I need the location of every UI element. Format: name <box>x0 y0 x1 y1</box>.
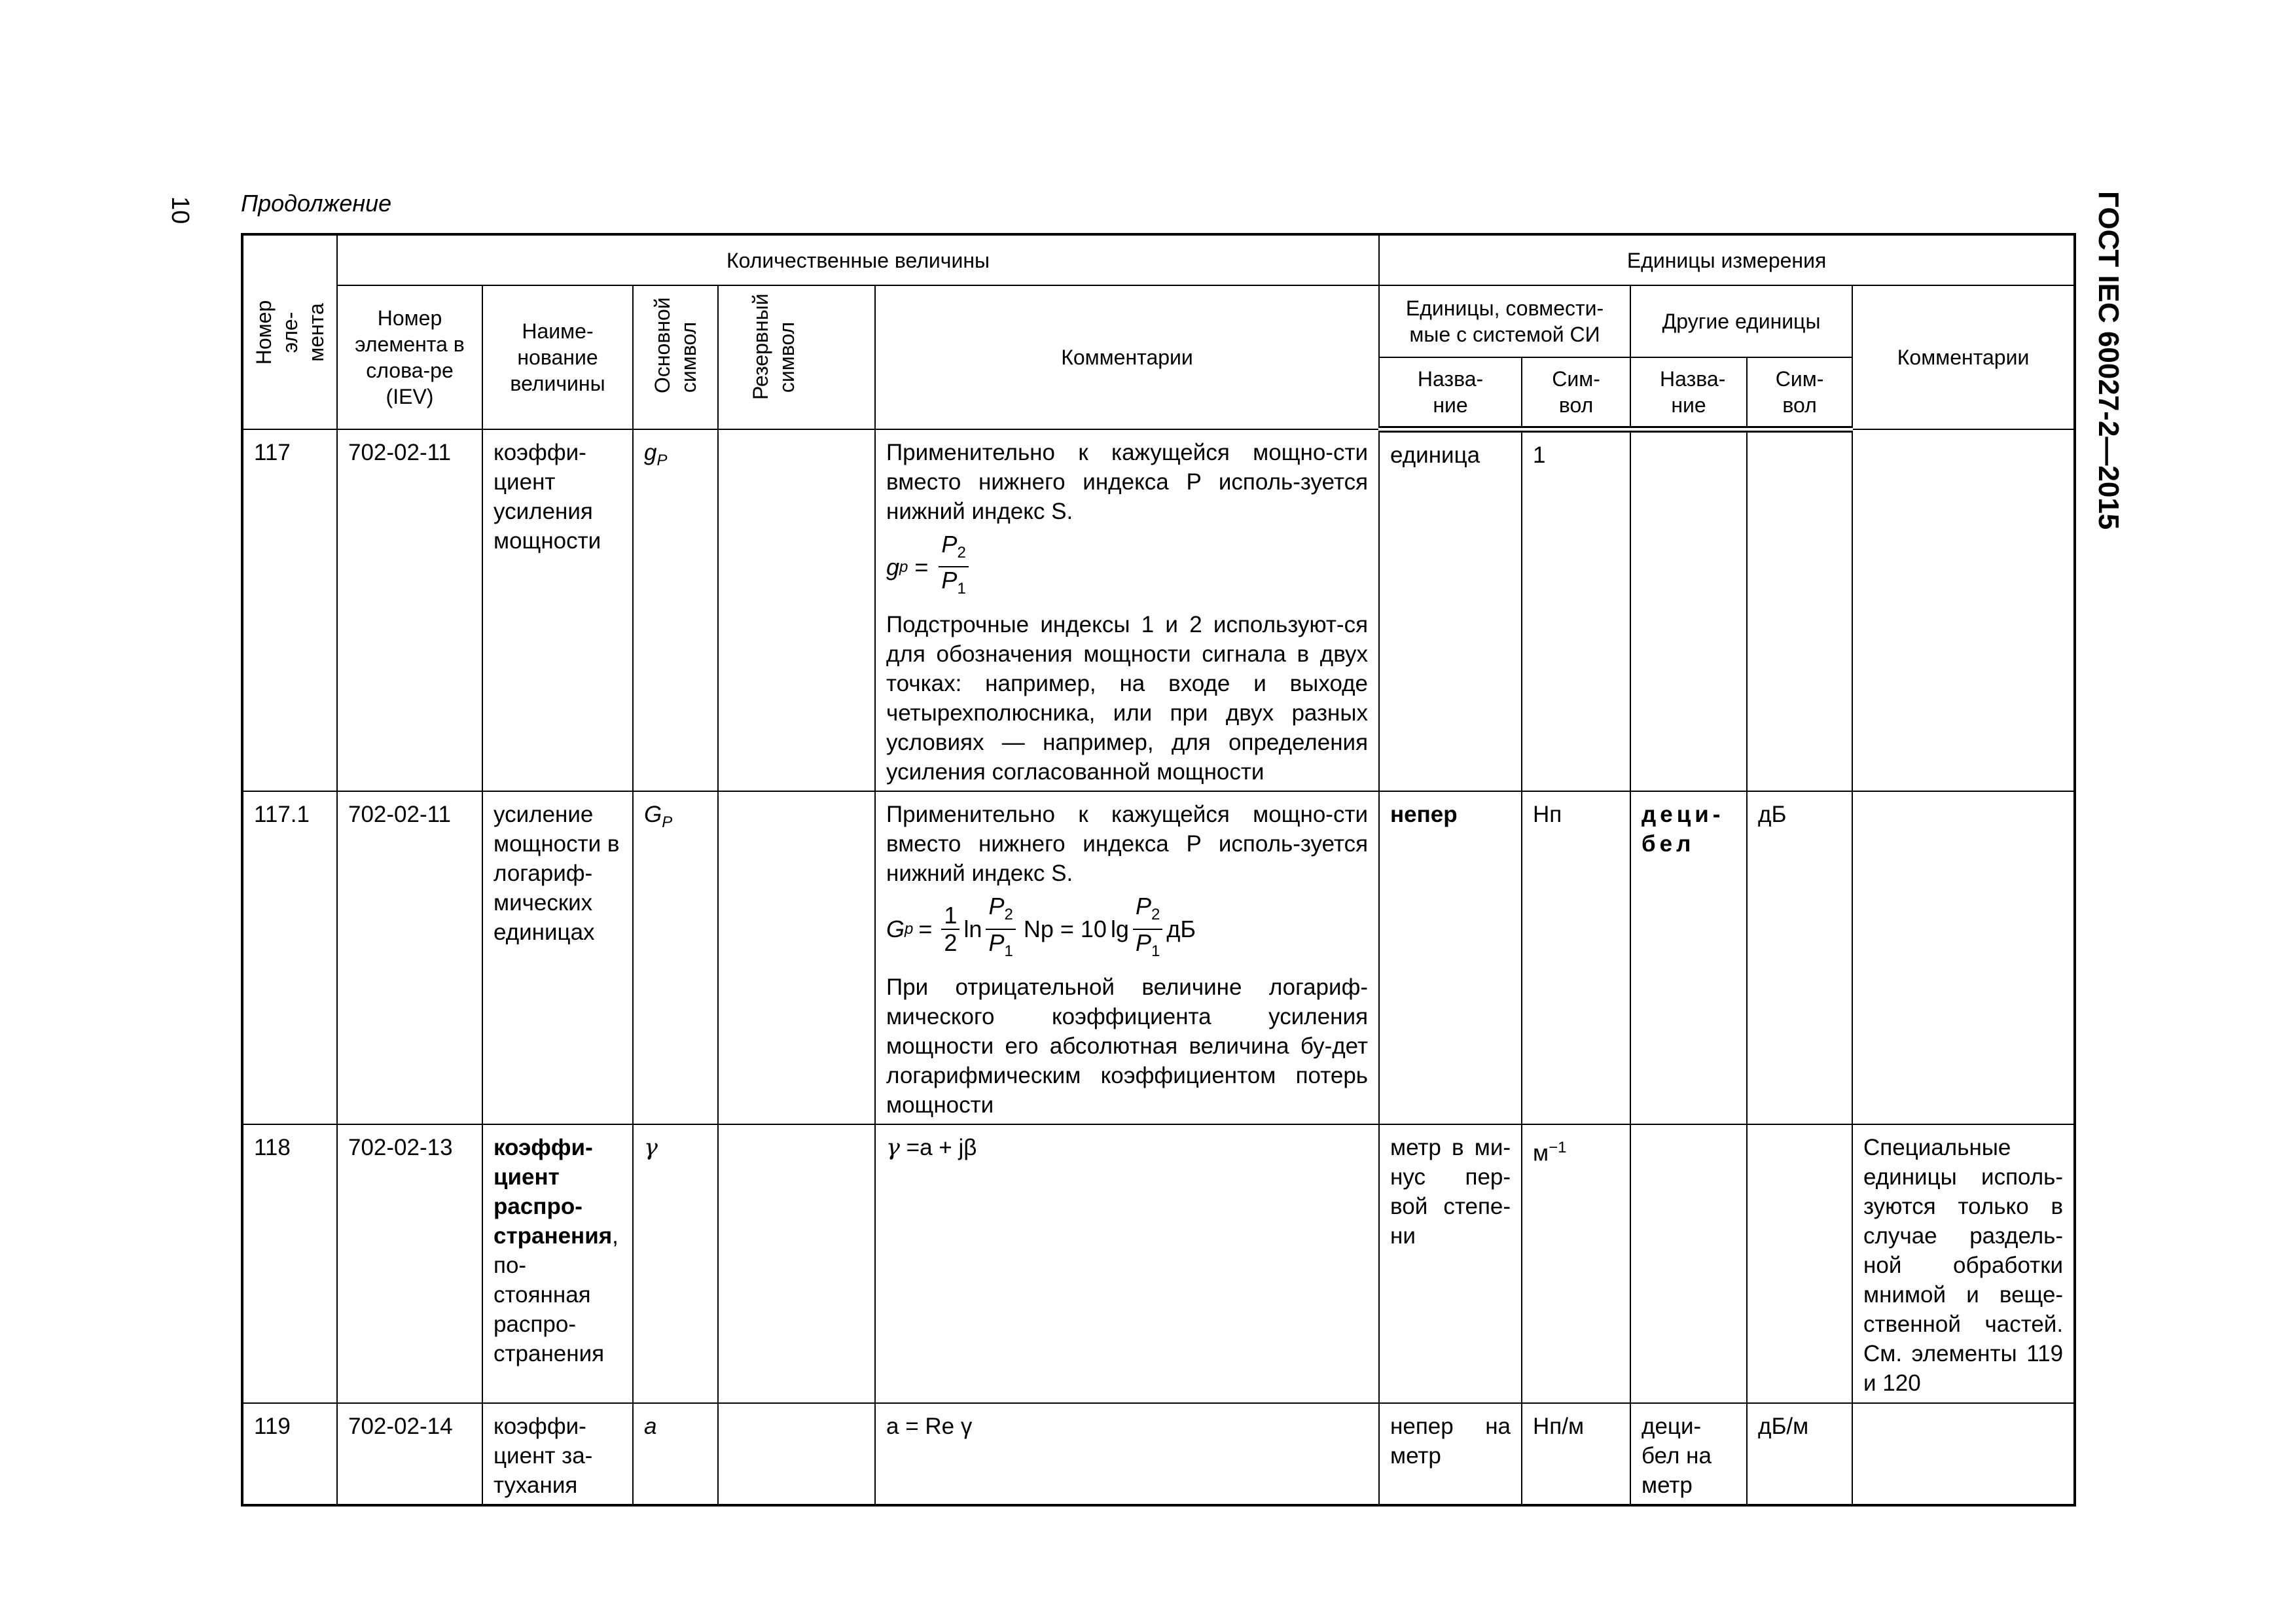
row-si-unit-name: непер <box>1379 791 1522 1124</box>
row-symbol: $G_P$ <box>633 791 718 1124</box>
row-si-unit-name: метр в ми-нус пер-вой степе-ни <box>1379 1124 1522 1403</box>
row-other-unit-name <box>1630 429 1747 791</box>
row-si-unit-name: непер на метр <box>1379 1403 1522 1505</box>
row-quantity-name: коэффи-циент за-тухания <box>482 1403 633 1505</box>
header-element-no: Номер эле-мента <box>242 234 337 429</box>
row-comment: γ =a + jβ <box>875 1124 1379 1403</box>
row-iev: 702-02-13 <box>337 1124 482 1403</box>
row-other-unit-name <box>1630 1124 1747 1403</box>
row-si-unit-symbol: Нп <box>1522 791 1630 1124</box>
row-other-unit-symbol <box>1747 429 1852 791</box>
header-unit-name: Назва-ние <box>1379 357 1522 429</box>
comment-paragraph: При отрицательной величине логариф-мического коэффициента усиления мощности его абсолютная величина бу-дет логарифмическим коэффициентом потерь мощности <box>886 974 1369 1118</box>
table-row <box>242 429 2075 791</box>
row-reserve-symbol <box>718 1124 875 1403</box>
header-reserve-symbol: Резервный символ <box>718 285 875 429</box>
comment-paragraph: Применительно к кажущейся мощно-сти вместо нижнего индекса P исполь-зуется нижний индекс S. <box>886 802 1369 887</box>
gain-formula: g p = $\frac{P_2}{P_1}$ <box>886 531 1368 602</box>
row-unit-comment <box>1852 1403 2075 1505</box>
table-row <box>242 791 2075 1124</box>
row-unit-comment: Специальные единицы исполь-зуются только в случае раздель-ной обработки мнимой и веще-ственной частей. См. элементы 119 и 120 <box>1852 1124 2075 1403</box>
row-unit-comment <box>1852 429 2075 791</box>
units-table <box>241 233 2076 1507</box>
header-comments: Комментарии <box>875 285 1379 429</box>
row-si-unit-symbol: $м^{-1}$ <box>1522 1124 1630 1403</box>
header-row-1 <box>242 234 2075 285</box>
row-number: 117 <box>242 429 337 791</box>
row-other-unit-symbol <box>1747 1124 1852 1403</box>
header-units: Единицы измерения <box>1379 234 2075 285</box>
row-si-unit-name: единица <box>1379 429 1522 791</box>
header-iev-no: Номер элемента в слова-ре (IEV) <box>337 285 482 429</box>
row-reserve-symbol <box>718 791 875 1124</box>
row-other-unit-name: деци-бел <box>1630 791 1747 1124</box>
header-si-units: Единицы, совмести-мые с системой СИ <box>1379 285 1630 357</box>
document-code: ГОСТ IEC 60027-2—2015 <box>2092 191 2125 530</box>
header-other-units: Другие единицы <box>1630 285 1852 357</box>
row-comment <box>875 791 1379 1124</box>
row-comment: a = Re γ <box>875 1403 1379 1505</box>
row-symbol: a <box>633 1403 718 1505</box>
row-reserve-symbol <box>718 429 875 791</box>
header-unit-symbol: Сим-вол <box>1522 357 1630 429</box>
row-other-unit-name: деци-бел на метр <box>1630 1403 1747 1505</box>
page-number: 10 <box>166 196 194 224</box>
header-other-name: Назва-ние <box>1630 357 1747 429</box>
row-other-unit-symbol: дБ <box>1747 791 1852 1124</box>
continuation-label: Продолжение <box>241 190 392 217</box>
row-number: 119 <box>242 1403 337 1505</box>
header-unit-comments: Комментарии <box>1852 285 2075 429</box>
row-si-unit-symbol: 1 <box>1522 429 1630 791</box>
row-quantity-name: коэффи-циент распро-странения, по-стоянная распро-странения <box>482 1124 633 1403</box>
row-number: 118 <box>242 1124 337 1403</box>
row-quantity-name: коэффи-циент усиления мощности <box>482 429 633 791</box>
row-reserve-symbol <box>718 1403 875 1505</box>
comment-paragraph: Применительно к кажущейся мощно-сти вместо нижнего индекса P исполь-зуется нижний индекс S. <box>886 440 1369 524</box>
table-row <box>242 1124 2075 1403</box>
row-si-unit-symbol: Нп/м <box>1522 1403 1630 1505</box>
row-comment <box>875 429 1379 791</box>
header-quantity-name: Наиме-нование величины <box>482 285 633 429</box>
row-iev: 702-02-11 <box>337 429 482 791</box>
row-quantity-name: усиление мощности в логариф-мических единицах <box>482 791 633 1124</box>
row-iev: 702-02-11 <box>337 791 482 1124</box>
row-unit-comment <box>1852 791 2075 1124</box>
row-symbol: γ <box>633 1124 718 1403</box>
row-iev: 702-02-14 <box>337 1403 482 1505</box>
header-row-2 <box>242 285 2075 357</box>
row-number: 117.1 <box>242 791 337 1124</box>
header-other-symbol: Сим-вол <box>1747 357 1852 429</box>
row-other-unit-symbol: дБ/м <box>1747 1403 1852 1505</box>
row-symbol: $g_P$ <box>633 429 718 791</box>
comment-paragraph: Подстрочные индексы 1 и 2 используют-ся для обозначения мощности сигнала в двух точках: например, на входе и выходе четырехполюсника, или при двух разных условиях — например, для определения усиления согласованной мощности <box>886 612 1369 785</box>
log-gain-formula: G p = $\frac{1}{2}$ ln $\frac{P_2}{P_1}$ Np = 10 lg $\frac{P_2}{P_1}$ дБ <box>886 893 1196 960</box>
header-main-symbol: Основной символ <box>633 285 718 429</box>
header-quantities: Количественные величины <box>337 234 1379 285</box>
table-row <box>242 1403 2075 1505</box>
